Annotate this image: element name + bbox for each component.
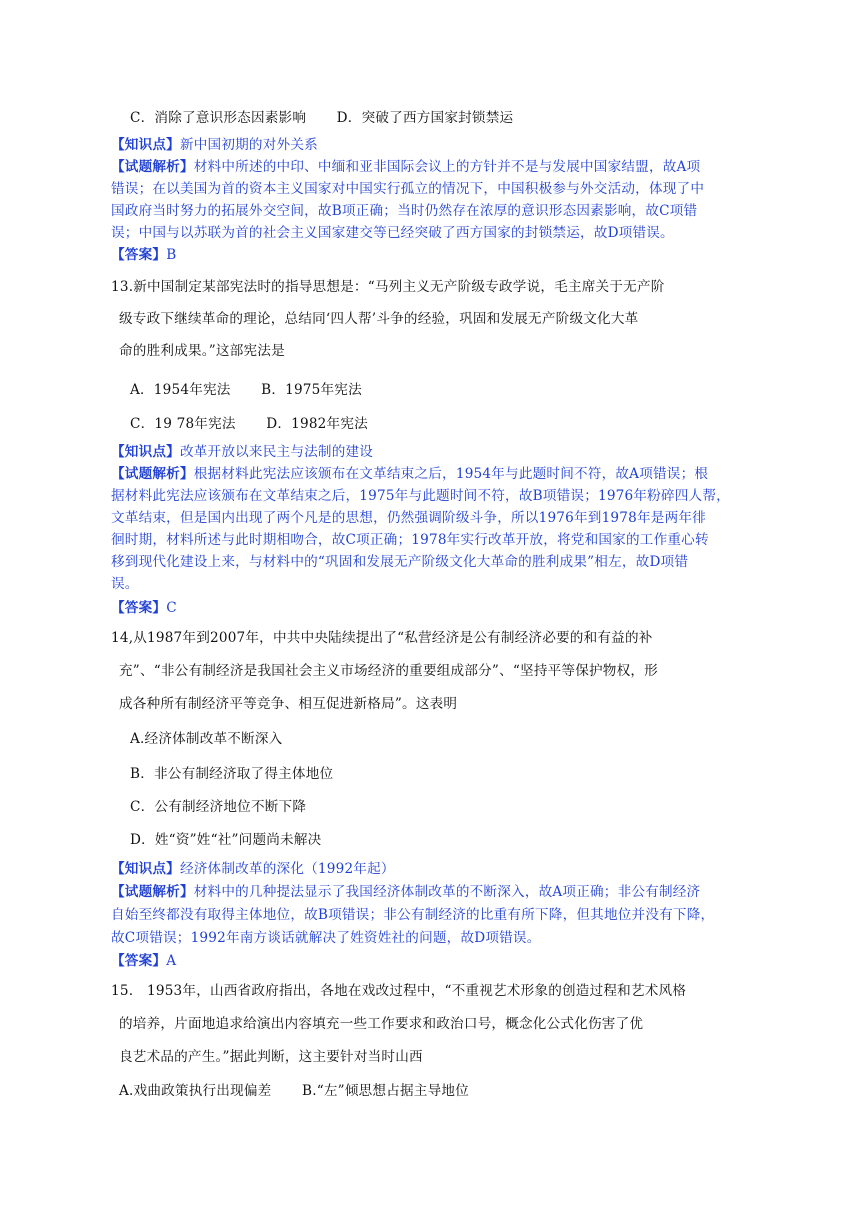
- q13-option-c: C．19 78年宪法: [130, 416, 236, 432]
- q13-stem-line: 命的胜利成果。”这部宪法是: [119, 343, 285, 359]
- q13-stem-line: 级专政下继续革命的理论，总结同‘四人帮’斗争的经验，巩固和发展无产阶级文化大革: [119, 311, 639, 327]
- q12-option-d: D．突破了西方国家封锁禁运: [336, 110, 514, 126]
- knowledge-text: 改革开放以来民主与法制的建设: [179, 444, 374, 460]
- q14-answer: [111, 951, 756, 971]
- answer-value: B: [166, 247, 177, 263]
- knowledge-tag: 【知识点】: [111, 861, 180, 877]
- q13-options-ab: [130, 380, 775, 400]
- q13-analysis-line: 误。: [111, 576, 139, 592]
- q15-options-ab: [119, 1081, 764, 1101]
- q14-option-c: C．公有制经济地位不断下降: [130, 799, 307, 815]
- q15-stem-line: 良艺术品的产生。”据此判断，这主要针对当时山西: [119, 1049, 423, 1065]
- q13-analysis-line: 据材料此宪法应该颁布在文革结束之后，1975年与此题时间不符，故B项错误；1976年粉碎四人帮，: [111, 488, 730, 504]
- q15-stem-line: 15. 1953年，山西省政府指出，各地在戏改过程中，“不重视艺术形象的创造过程和艺术风格: [111, 983, 687, 999]
- q15-stem-line: 的培养，片面地追求给演出内容填充一些工作要求和政治口号，概念化公式化伤害了优: [119, 1016, 644, 1032]
- q14-option-b: B．非公有制经济取了得主体地位: [130, 766, 334, 782]
- knowledge-text: 经济体制改革的深化（1992年起）: [179, 861, 395, 877]
- answer-tag: 【答案】: [111, 600, 167, 616]
- q12-analysis-line: 国政府当时努力的拓展外交空间，故B项正确；当时仍然存在浓厚的意识形态因素影响，故C项错: [111, 203, 698, 219]
- q12-options-cd: [130, 108, 775, 128]
- q13-analysis-line: 徊时期，材料所述与此时期相吻合，故C项正确；1978年实行改革开放，将党和国家的工作重心转: [111, 532, 709, 548]
- q14-option-d: D．姓“资”姓“社”问题尚未解决: [130, 832, 322, 848]
- q13-analysis-line: 文革结束，但是国内出现了两个凡是的思想，仍然强调阶级斗争，所以1976年到1978年是两年徘: [111, 510, 706, 526]
- q13-analysis-line: 移到现代化建设上来，与材料中的“巩固和发展无产阶级文化大革命的胜利成果”相左，故D项错: [111, 554, 689, 570]
- q14-stem-line: 成各种所有制经济平等竞争、相互促进新格局”。这表明: [119, 696, 458, 712]
- q14-analysis-line: 【试题解析】材料中的几种提法显示了我国经济体制改革的不断深入，故A项正确；非公有制经济: [111, 884, 701, 900]
- q15-option-b: B.“左”倾思想占据主导地位: [302, 1083, 469, 1099]
- knowledge-text: 新中国初期的对外关系: [179, 137, 318, 153]
- q13-option-a: A．1954年宪法: [130, 382, 231, 398]
- knowledge-tag: 【知识点】: [111, 137, 180, 153]
- q14-stem-line: 充”、“非公有制经济是我国社会主义市场经济的重要组成部分”、“坚持平等保护物权，形: [119, 663, 658, 679]
- q13-knowledge: [111, 442, 756, 462]
- q14-option-a: A.经济体制改革不断深入: [130, 731, 283, 747]
- answer-value: C: [166, 600, 177, 616]
- q12-answer: [111, 245, 756, 265]
- q12-analysis-line: 错误；在以美国为首的资本主义国家对中国实行孤立的情况下，中国积极参与外交活动，体现了中: [111, 181, 705, 197]
- analysis-tag: 【试题解析】: [111, 884, 194, 900]
- analysis-tag: 【试题解析】: [111, 159, 194, 175]
- q14-analysis-line: 自始至终都没有取得主体地位，故B项错误；非公有制经济的比重有所下降，但其地位并没有下降，: [111, 907, 715, 923]
- answer-value: A: [166, 953, 177, 969]
- q13-options-cd: [130, 414, 775, 434]
- q12-analysis-line: 误；中国与以苏联为首的社会主义国家建交等已经突破了西方国家的封锁禁运，故D项错误。: [111, 225, 674, 241]
- q14-knowledge: [111, 859, 756, 879]
- answer-tag: 【答案】: [111, 247, 167, 263]
- q15-option-a: A.戏曲政策执行出现偏差: [119, 1083, 272, 1099]
- q14-analysis-line: 故C项错误；1992年南方谈话就解决了姓资姓社的问题，故D项错误。: [111, 930, 541, 946]
- q13-stem-line: 13.新中国制定某部宪法时的指导思想是：“马列主义无产阶级专政学说，毛主席关于无产阶: [111, 279, 665, 295]
- analysis-tag: 【试题解析】: [111, 466, 194, 482]
- knowledge-tag: 【知识点】: [111, 444, 180, 460]
- q13-option-b: B．1975年宪法: [261, 382, 362, 398]
- answer-tag: 【答案】: [111, 953, 167, 969]
- q12-option-c: C．消除了意识形态因素影响: [130, 110, 307, 126]
- q13-analysis-line: 【试题解析】根据材料此宪法应该颁布在文革结束之后，1954年与此题时间不符，故A项错误；根: [111, 466, 709, 482]
- q13-answer: [111, 598, 756, 618]
- q13-option-d: D．1982年宪法: [266, 416, 368, 432]
- q12-analysis-line: 【试题解析】材料中所述的中印、中缅和亚非国际会议上的方针并不是与发展中国家结盟，故A项: [111, 159, 701, 175]
- q12-knowledge: [111, 135, 756, 155]
- q14-stem-line: 14,从1987年到2007年，中共中央陆续提出了“私营经济是公有制经济必要的和有益的补: [111, 630, 653, 646]
